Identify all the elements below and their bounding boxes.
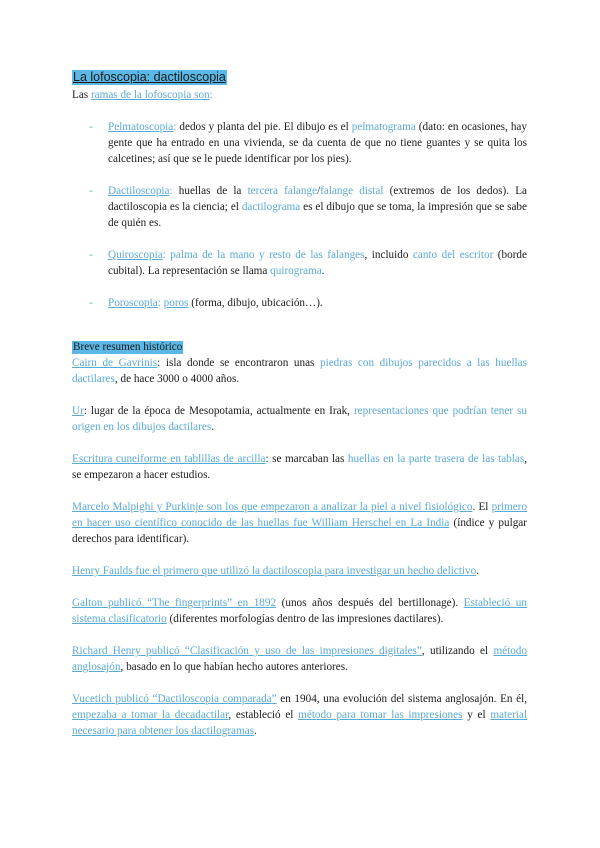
branch-text: (extremos de los dedos). La dactiloscopia es la ciencia; el xyxy=(108,185,528,213)
bullet-dash: - xyxy=(89,249,93,261)
history-link[interactable]: Henry Faulds fue el primero que utilizó la dactiloscopia para investigar un hecho delictivo xyxy=(72,565,477,577)
history-text: (índice y pulgar derechos para identificar). xyxy=(72,517,527,545)
branch-text: es el dibujo que se toma, la impresión que se sabe de quién es. xyxy=(108,201,527,229)
history-link[interactable]: método anglosajón xyxy=(72,645,527,673)
term-link[interactable]: pelmatograma xyxy=(351,121,416,133)
term-link[interactable]: canto del escritor xyxy=(412,249,494,261)
term-link[interactable]: quirograma xyxy=(270,265,322,277)
term-link[interactable]: tercera falange xyxy=(247,185,318,197)
history-link[interactable]: material necesario para obtener los dactilogramas xyxy=(72,709,527,737)
intro-line xyxy=(72,87,527,103)
bullet-dash: - xyxy=(89,297,93,309)
history-text: : se marcaban las xyxy=(265,453,348,465)
branch-name-link[interactable]: Dactiloscopia xyxy=(108,185,170,197)
branch-text: , incluido xyxy=(364,249,413,261)
history-link[interactable]: empezaba a tomar la decadactilar xyxy=(72,709,229,721)
history-link[interactable]: primero en hacer uso científico conocido de las huellas fue William Herschel en La India xyxy=(72,501,527,529)
history-text: en 1904, una evolución del sistema anglosajón. En él, xyxy=(276,693,527,705)
term-link[interactable]: dactilograma xyxy=(241,201,301,213)
history-link[interactable]: método para tomar las impresiones xyxy=(298,709,463,721)
history-cairn xyxy=(72,355,527,387)
history-link[interactable]: huellas en la parte trasera de las tablas xyxy=(347,453,525,465)
branch-text: huellas de la xyxy=(172,185,248,197)
history-link[interactable]: “Clasificación y uso de las impresiones digitales” xyxy=(179,645,422,657)
branch-text: . xyxy=(321,265,325,277)
intro-post: : xyxy=(209,89,213,101)
branch-poroscopia: - Poroscopia: poros (forma, dibujo, ubicación…). xyxy=(89,297,323,309)
history-text: . xyxy=(211,421,214,433)
history-heading: Breve resumen histórico xyxy=(73,341,183,353)
history-galton xyxy=(72,595,527,627)
branch-quiroscopia: - Quiroscopia: palma de la mano y resto de las falanges, incluido canto del escritor (borde cubital). La representación se llama quirograma. xyxy=(89,249,527,277)
history-text: : lugar de la época de Mesopotamia, actualmente en Irak, xyxy=(83,405,354,417)
document-page xyxy=(72,70,527,739)
history-text: . xyxy=(476,565,479,577)
branch-list xyxy=(72,119,527,311)
branch-pelmatoscopia: - Pelmatoscopia: dedos y planta del pie. El dibujo es el pelmatograma (dato: en ocasiones, hay gente que ha entrado en una vivienda, se da cuenta de que no tiene guantes y se quita los calcetines; así que se le puede identificar por los pies). xyxy=(89,121,527,165)
history-text: . El xyxy=(472,501,492,513)
branch-text: dedos y planta del pie. El dibujo es el xyxy=(176,121,352,133)
history-text: . xyxy=(254,725,257,737)
history-text: (unos años después del bertillonage). xyxy=(276,597,464,609)
term-link[interactable]: palma de la mano y resto de las falanges xyxy=(165,249,365,261)
history-text: , utilizando el xyxy=(421,645,494,657)
branch-text: (forma, dibujo, ubicación…). xyxy=(188,297,323,309)
history-link[interactable]: Estableció un sistema clasificatorio xyxy=(72,597,527,625)
history-link[interactable]: “The fingerprints” en 1892 xyxy=(141,597,277,609)
history-link[interactable]: Vucetich publicó xyxy=(72,693,149,705)
branch-name-link[interactable]: Poroscopia xyxy=(108,297,158,309)
history-link[interactable]: representaciones que podrían tener su origen en los dibujos dactilares xyxy=(72,405,527,433)
history-faulds xyxy=(72,563,527,579)
history-link[interactable]: Escritura cuneiforme en tablillas de arcilla xyxy=(72,453,266,465)
history-link[interactable]: Marcelo Malpighi y Purkinje son los que empezaron a analizar la piel a nivel fisiológico xyxy=(72,501,473,513)
history-link[interactable]: Ur xyxy=(72,405,84,417)
history-text: , de hace 3000 o 4000 años. xyxy=(114,373,240,385)
history-ur xyxy=(72,403,527,435)
term-link[interactable]: falange distal xyxy=(320,185,384,197)
history-escritura xyxy=(72,451,527,483)
history-henry xyxy=(72,643,527,675)
bullet-dash: - xyxy=(89,185,93,197)
bullet-dash: - xyxy=(89,121,93,133)
intro-link[interactable]: ramas de la lofoscopia son xyxy=(90,89,210,101)
history-link[interactable]: piedras con dibujos parecidos a las huellas dactilares xyxy=(72,357,527,385)
branch-dactiloscopia: - Dactiloscopia: huellas de la tercera falange/falange distal (extremos de los dedos). La dactiloscopia es la ciencia; el dactilograma es el dibujo que se toma, la impresión que se sabe de quién es. xyxy=(89,185,528,229)
intro-pre: Las xyxy=(72,89,91,101)
history-text: , basado en lo que habían hecho autores anteriores. xyxy=(120,661,348,673)
history-text: , estableció el xyxy=(228,709,299,721)
history-link[interactable]: Richard Henry publicó xyxy=(72,645,180,657)
branch-text: (borde cubital). La representación se llama xyxy=(108,249,527,277)
history-text: , se empezaron a hacer estudios. xyxy=(72,453,527,481)
branch-name-link[interactable]: Pelmatoscopia xyxy=(108,121,174,133)
history-text: : isla donde se encontraron unas xyxy=(157,357,321,369)
history-link[interactable]: Cairn de Gavrinis xyxy=(72,357,158,369)
history-heading-line xyxy=(72,339,527,355)
branch-name-link[interactable]: Quiroscopia xyxy=(108,249,163,261)
title-line xyxy=(72,70,527,86)
history-link[interactable]: Galton publicó xyxy=(72,597,142,609)
history-text: y el xyxy=(462,709,491,721)
history-vucetich xyxy=(72,691,527,739)
separator: / xyxy=(317,185,321,197)
history-text: (diferentes morfologías dentro de las impresiones dactilares). xyxy=(166,613,444,625)
history-link[interactable]: “Dactiloscopia comparada” xyxy=(148,693,277,705)
term-link[interactable]: poros xyxy=(163,297,189,309)
page-title: La lofoscopia: dactiloscopia xyxy=(73,70,226,84)
history-malpighi xyxy=(72,499,527,547)
branch-text: (dato: en ocasiones, hay gente que ha entrado en una vivienda, se da cuenta de que no tiene guantes y se quita los calcetines; así que se le puede identificar por los pies). xyxy=(108,121,527,165)
